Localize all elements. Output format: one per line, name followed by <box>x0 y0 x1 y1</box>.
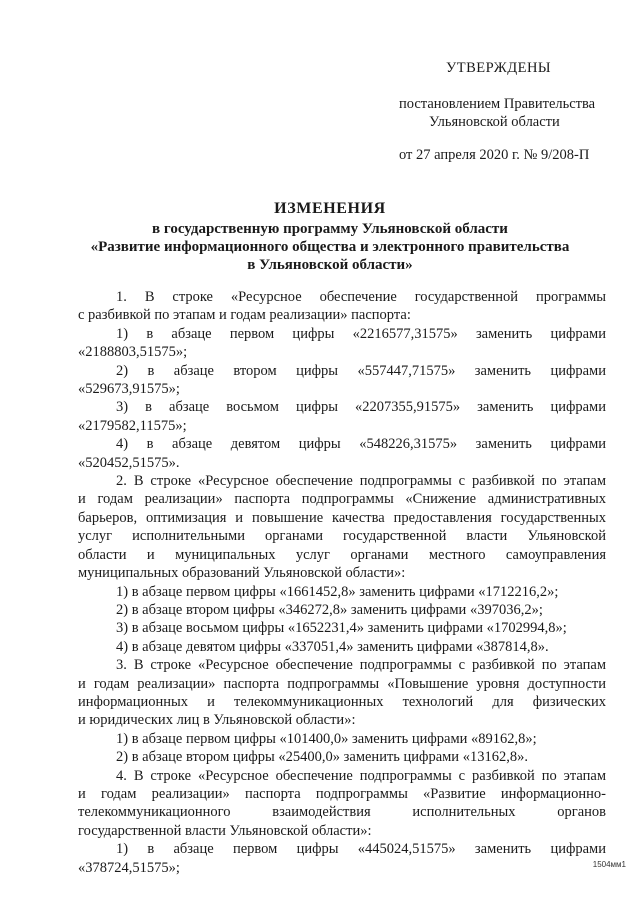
para-2-line: услуг исполнительными органами государственной власти Ульяновской <box>78 528 606 545</box>
title-line-2: «Развитие информационного общества и электронного правительства <box>90 239 570 255</box>
item-1-2-line: «529673,91575»; <box>78 381 180 398</box>
item-1-3-line: «2179582,11575»; <box>78 417 187 434</box>
para-1-line: 1. В строке «Ресурсное обеспечение государственной программы <box>116 289 606 305</box>
para-1-line: с разбивкой по этапам и годам реализации» паспорта: <box>78 307 411 324</box>
approval-line-2: Ульяновской области <box>429 114 560 130</box>
para-4-line: и годам реализации» паспорта подпрограммы «Развитие информационно- <box>78 785 606 802</box>
para-4-line: телекоммуникационного взаимодействия исполнительных органов <box>78 804 606 821</box>
para-3-line: и юридических лиц в Ульяновской области»: <box>78 712 356 729</box>
approval-word: УТВЕРЖДЕНЫ <box>446 60 552 76</box>
item-1-4-line: 4) в абзаце девятом цифры «548226,31575» заменить цифрами <box>116 436 606 453</box>
item-1-4-line: «520452,51575». <box>78 454 180 471</box>
document-code: 1504мм1 <box>592 860 626 869</box>
para-4-line: государственной власти Ульяновской области»: <box>78 822 372 839</box>
item-1-1-line: 1) в абзаце первом цифры «2216577,31575» заменить цифрами <box>116 325 606 342</box>
document-title <box>60 200 600 274</box>
title-main: ИЗМЕНЕНИЯ <box>274 200 386 217</box>
para-2-line: 2. В строке «Ресурсное обеспечение подпрограммы с разбивкой по этапам <box>116 473 606 490</box>
item-2-4: 4) в абзаце девятом цифры «337051,4» заменить цифрами «387814,8». <box>116 638 549 655</box>
para-2-line: области и муниципальных услуг органами местного самоуправления <box>78 546 606 563</box>
para-2-line: муниципальных образований Ульяновской области»: <box>78 565 406 582</box>
para-2-line: барьеров, оптимизация и повышение качества предоставления государственных <box>78 509 606 526</box>
approval-line-1: постановлением Правительства <box>399 96 596 112</box>
item-4-1-line: «378724,51575»; <box>78 859 180 876</box>
para-3-line: 3. В строке «Ресурсное обеспечение подпрограммы с разбивкой по этапам <box>116 657 606 674</box>
item-1-2-line: 2) в абзаце втором цифры «557447,71575» заменить цифрами <box>116 362 606 379</box>
title-line-1: в государственную программу Ульяновской области <box>152 221 508 237</box>
para-3-line: информационных и телекоммуникационных технологий для физических <box>78 693 606 710</box>
item-3-1: 1) в абзаце первом цифры «101400,0» заменить цифрами «89162,8»; <box>116 730 537 747</box>
para-3-line: и годам реализации» паспорта подпрограммы «Повышение уровня доступности <box>78 675 606 692</box>
title-line-3: в Ульяновской области» <box>247 257 413 273</box>
para-4-line: 4. В строке «Ресурсное обеспечение подпрограммы с разбивкой по этапам <box>116 767 606 784</box>
para-2-line: и годам реализации» паспорта подпрограммы «Снижение административных <box>78 491 606 508</box>
approval-line-3: от 27 апреля 2020 г. № 9/208-П <box>399 147 590 163</box>
item-1-3-line: 3) в абзаце восьмом цифры «2207355,91575» заменить цифрами <box>116 399 606 416</box>
item-2-2: 2) в абзаце втором цифры «346272,8» заменить цифрами «397036,2»; <box>116 601 543 618</box>
document-body <box>78 288 606 877</box>
item-3-2: 2) в абзаце втором цифры «25400,0» заменить цифрами «13162,8». <box>116 749 528 766</box>
item-4-1-line: 1) в абзаце первом цифры «445024,51575» заменить цифрами <box>116 841 606 858</box>
item-2-1: 1) в абзаце первом цифры «1661452,8» заменить цифрами «1712216,2»; <box>116 583 559 600</box>
item-1-1-line: «2188803,51575»; <box>78 344 188 361</box>
item-2-3: 3) в абзаце восьмом цифры «1652231,4» заменить цифрами «1702994,8»; <box>116 620 567 637</box>
